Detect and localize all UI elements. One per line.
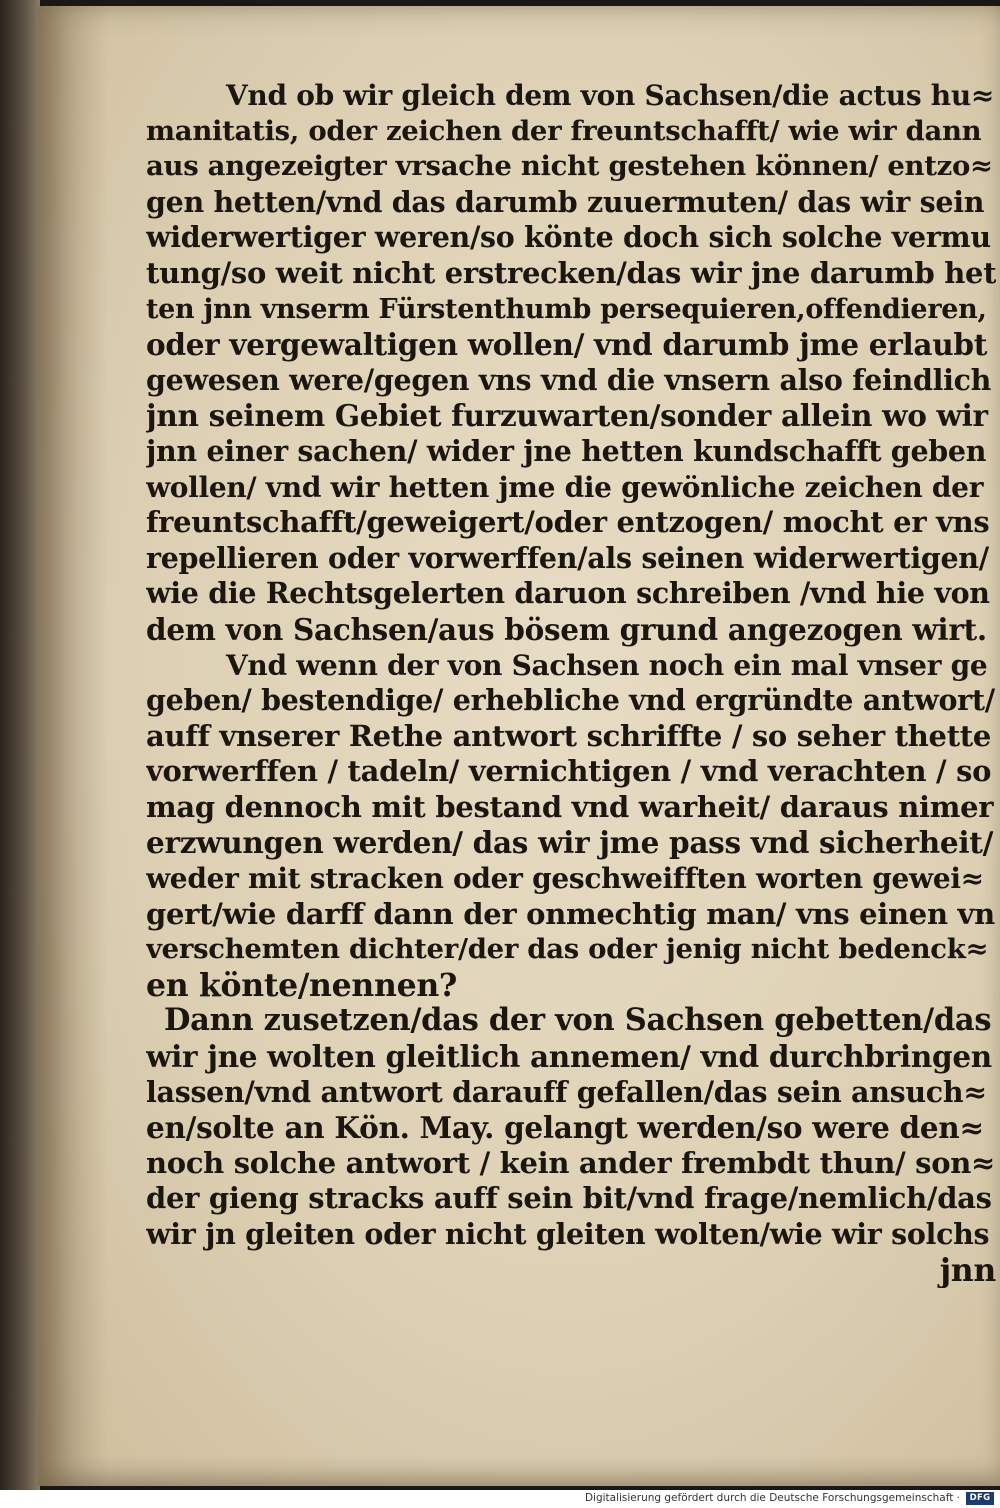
text-line-21: mag dennoch mit bestand vnd warheit/ daraus nimer: [146, 789, 994, 824]
dfg-logo: DFG: [966, 1492, 994, 1505]
text-line-7: ten jnn vnserm Fürstenthumb persequieren,offendieren,: [146, 293, 987, 325]
text-line-1: Vnd ob wir gleich dem von Sachsen/die actus hu≈: [226, 79, 995, 112]
text-line-15: wie die Rechtsgelerten daruon schreiben /vnd hie von: [146, 576, 990, 611]
text-line-31: noch solche antwort / kein ander frembdt thun/ son≈: [146, 1145, 996, 1180]
footer-bar: [0, 1490, 1000, 1508]
text-line-11: jnn einer sachen/ wider jne hetten kundschafft geben: [146, 433, 987, 468]
catchword: jnn: [939, 1252, 996, 1289]
text-line-10: jnn seinem Gebiet furzuwarten/sonder allein wo wir: [146, 398, 988, 434]
text-line-26: en könte/nennen?: [146, 967, 458, 1004]
text-line-4: gen hetten/vnd das darumb zuuermuten/ das wir sein: [146, 184, 985, 219]
text-line-25: verschemten dichter/der das oder jenig nicht bedenck≈: [146, 933, 989, 966]
text-line-32: der gieng stracks auff sein bit/vnd frage/nemlich/das: [146, 1181, 992, 1216]
text-line-23: weder mit stracken oder geschweifften worten gewei≈: [146, 862, 984, 896]
text-line-14: repellieren oder vorwerffen/als seinen widerwertigen/: [146, 540, 989, 575]
text-line-27: Dann zusetzen/das der von Sachsen gebetten/das: [164, 1003, 992, 1039]
text-line-9: gewesen were/gegen vns vnd die vnsern also feindlich: [146, 362, 992, 397]
text-line-22: erzwungen werden/ das wir jme pass vnd sicherheit/: [146, 825, 994, 861]
text-line-30: en/solte an Kön. May. gelangt werden/so were den≈: [146, 1110, 984, 1146]
text-line-17: Vnd wenn der von Sachsen noch ein mal vnser ge: [226, 648, 988, 682]
page-text: [146, 78, 996, 1288]
text-line-16: dem von Sachsen/aus bösem grund angezogen wirt.: [146, 611, 987, 647]
text-line-19: auff vnserer Rethe antwort schriffte / so seher thette: [146, 718, 992, 753]
text-line-12: wollen/ vnd wir hetten jme die gewönliche zeichen der: [146, 470, 984, 504]
book-page: [38, 6, 1000, 1486]
text-line-20: vorwerffen / tadeln/ vernichtigen / vnd verachten / so: [146, 754, 992, 789]
text-line-3: aus angezeigter vrsache nicht gestehen können/ entzo≈: [146, 150, 993, 183]
text-line-13: freuntschafft/geweigert/oder entzogen/ mocht er vns: [146, 505, 990, 540]
text-line-18: geben/ bestendige/ erhebliche vnd ergründte antwort/: [146, 683, 995, 718]
text-line-29: lassen/vnd antwort darauff gefallen/das sein ansuch≈: [146, 1074, 987, 1109]
text-line-8: oder vergewaltigen wollen/ vnd darumb jme erlaubt: [146, 327, 988, 363]
text-line-5: widerwertiger weren/so könte doch sich solche vermu: [146, 220, 991, 255]
text-line-28: wir jne wolten gleitlich annemen/ vnd durchbringen: [146, 1039, 992, 1075]
text-line-6: tung/so weit nicht erstrecken/das wir jne darumb het: [146, 255, 996, 290]
funding-credit: Digitalisierung gefördert durch die Deutsche Forschungsgemeinschaft ·: [584, 1492, 960, 1504]
text-line-24: gert/wie darff dann der onmechtig man/ vns einen vn: [146, 896, 995, 931]
text-line-33: wir jn gleiten oder nicht gleiten wolten/wie wir solchs: [146, 1217, 990, 1251]
text-line-2: manitatis, oder zeichen der freuntschafft/ wie wir dann: [146, 114, 982, 147]
binding-edge: [0, 0, 40, 1490]
